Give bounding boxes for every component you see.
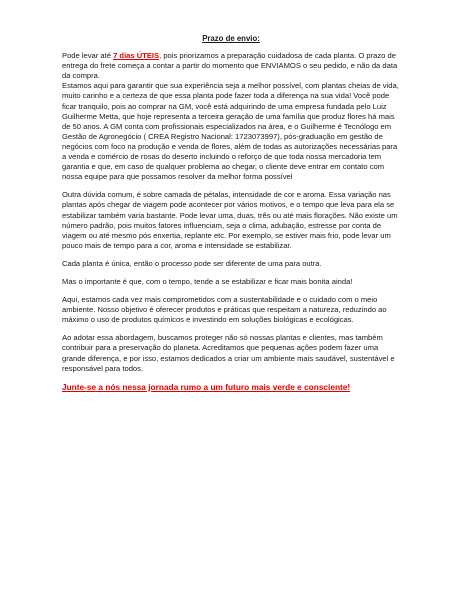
shipping-pre: Pode levar até (62, 51, 114, 61)
paragraph-unique: Cada planta é única, então o processo pode ser diferente de uma para outra. (62, 258, 322, 268)
shipping-post: , pois priorizamos a preparação cuidadosa de cada planta. O prazo de entrega do frete começa a contar a partir do momento que ENVIAMOS o seu pedido, e não da data da compra. (62, 51, 398, 81)
paragraph-shipping-time (62, 51, 400, 182)
shipping-rest: Estamos aqui para garantir que sua experiência seja a melhor possível, com plantas cheias de vida, muito carinho e a certeza de que essa planta pode fazer toda a diferença na sua vida! Você pode ficar tranquilo, pois ao comprar na GM, você está adquirindo de uma empresa fundada pelo Luiz Guilherme Metta, que hoje representa a terceira geração de uma família que produz flores há mais de 50 anos. A GM conta com profissionais especializados na área, e o Guilherme é Tecnólogo em Gestão de Agronegócio ( CREA Registro Nacional: 1723073997), pós-graduação em gestão de negócios com foco na produção e venda de flores, além de todas as autorizações necessárias para a venda e comércio de rosas do deserto incluindo o reforço de que toda nossa mercadoria tem garantia e que, em caso de qualquer problema ao chegar, o cliente deve entrar em contato com nossa equipe para que possamos resolver da melhor forma possível (62, 81, 399, 182)
call-to-action: Junte-se a nós nessa jornada rumo a um futuro mais verde e consciente! (62, 381, 351, 392)
shipping-highlight: 7 dias ÚTEIS (113, 51, 160, 61)
paragraph-sustainability: Aqui, estamos cada vez mais comprometidos com a sustentabilidade e o cuidado com o meio ambiente. Nosso objetivo é oferecer produtos e práticas que respeitam a natureza, reduzindo ao máximo o uso de produtos químicos e investindo em soluções biológicas e ecológicas. (62, 295, 387, 325)
paragraph-important: Mas o importante é que, com o tempo, tende a se estabilizar e ficar mais bonita ainda! (62, 276, 353, 286)
paragraph-variation: Outra dúvida comum, é sobre camada de pétalas, intensidade de cor e aroma. Essa variação nas plantas após chegar de viagem pode acontecer por vários motivos, e o tempo que leva para ela se estabilizar também varia bastante. Pode levar uma, duas, três ou até mais florações. Não existe um número padrão, pois muitos fatores influenciam, seja o clima, adubação, estresse por conta de viagem ou até mesmo pós enxertia, replante etc. Por exemplo, se estiver mais frio, pode levar um pouco mais de tempo para a cor, aroma e intensidade se estabilizar. (62, 190, 398, 250)
doc-title: Prazo de envio: (202, 34, 260, 43)
paragraph-approach: Ao adotar essa abordagem, buscamos proteger não só nossas plantas e clientes, mas também contribuir para a preservação do planeta. Acreditamos que pequenas ações podem fazer uma grande diferença, e por isso, estamos dedicados a criar um ambiente mais saudável, sustentável e responsável para todos. (62, 333, 395, 373)
document-page (62, 34, 400, 400)
